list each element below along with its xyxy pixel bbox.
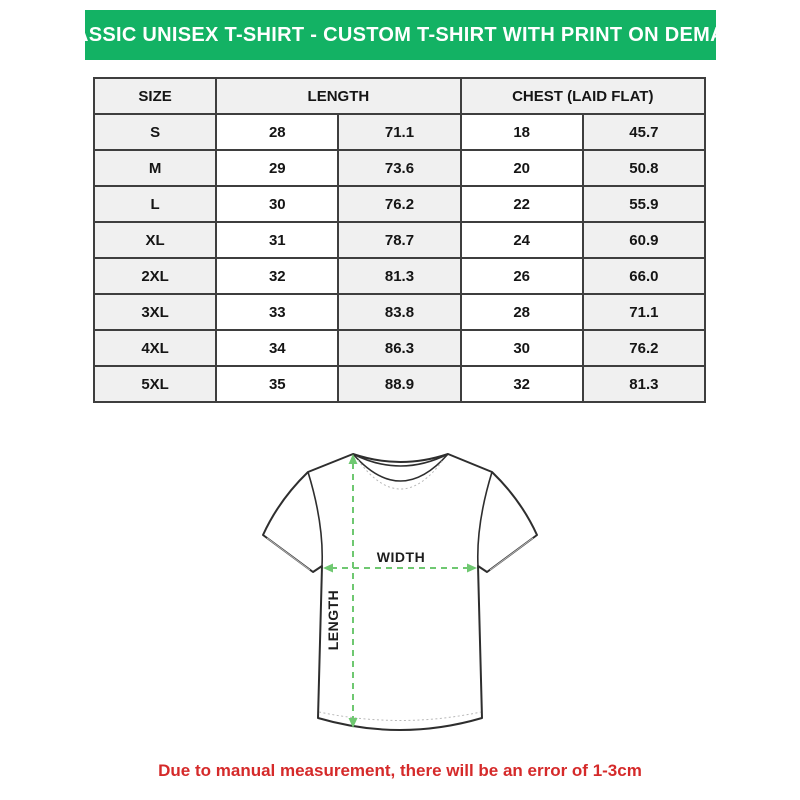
chest-in-cell: 28 xyxy=(461,294,583,330)
table-row xyxy=(94,258,705,294)
chest-in-cell: 18 xyxy=(461,114,583,150)
tshirt-diagram xyxy=(237,432,563,744)
chest-header-cell: CHEST (LAID FLAT) xyxy=(461,78,705,114)
size-header-cell: SIZE xyxy=(94,78,216,114)
length-in-cell: 35 xyxy=(216,366,338,402)
chest-in-cell: 24 xyxy=(461,222,583,258)
size-cell: 4XL xyxy=(94,330,216,366)
header-row xyxy=(94,78,705,114)
tshirt-outline xyxy=(263,454,537,730)
chest-cm-cell: 60.9 xyxy=(583,222,705,258)
table-row xyxy=(94,222,705,258)
length-in-cell: 30 xyxy=(216,186,338,222)
length-in-cell: 31 xyxy=(216,222,338,258)
chest-in-cell: 32 xyxy=(461,366,583,402)
chest-cm-cell: 45.7 xyxy=(583,114,705,150)
length-in-cell: 33 xyxy=(216,294,338,330)
chest-cm-cell: 66.0 xyxy=(583,258,705,294)
size-cell: S xyxy=(94,114,216,150)
table-row xyxy=(94,366,705,402)
length-cm-cell: 86.3 xyxy=(338,330,460,366)
chest-cm-cell: 76.2 xyxy=(583,330,705,366)
length-cm-cell: 88.9 xyxy=(338,366,460,402)
chest-cm-cell: 50.8 xyxy=(583,150,705,186)
length-cm-cell: 78.7 xyxy=(338,222,460,258)
chest-cm-cell: 55.9 xyxy=(583,186,705,222)
table-row xyxy=(94,330,705,366)
chest-cm-cell: 81.3 xyxy=(583,366,705,402)
chest-cm-cell: 71.1 xyxy=(583,294,705,330)
table-row xyxy=(94,150,705,186)
chest-in-cell: 30 xyxy=(461,330,583,366)
size-cell: L xyxy=(94,186,216,222)
length-cm-cell: 81.3 xyxy=(338,258,460,294)
length-in-cell: 29 xyxy=(216,150,338,186)
length-header-cell: LENGTH xyxy=(216,78,460,114)
length-cm-cell: 76.2 xyxy=(338,186,460,222)
length-cm-cell: 83.8 xyxy=(338,294,460,330)
width-label: WIDTH xyxy=(376,549,426,565)
length-in-cell: 28 xyxy=(216,114,338,150)
chest-in-cell: 26 xyxy=(461,258,583,294)
chest-in-cell: 20 xyxy=(461,150,583,186)
table-row xyxy=(94,186,705,222)
header-banner xyxy=(46,10,755,60)
size-cell: XL xyxy=(94,222,216,258)
length-cm-cell: 71.1 xyxy=(338,114,460,150)
length-in-cell: 34 xyxy=(216,330,338,366)
size-cell: 2XL xyxy=(94,258,216,294)
size-cell: 3XL xyxy=(94,294,216,330)
size-cell: 5XL xyxy=(94,366,216,402)
table-row xyxy=(94,294,705,330)
banner-title: CLASSIC UNISEX T-SHIRT - CUSTOM T-SHIRT WITH PRINT ON DEMAND xyxy=(46,23,755,46)
size-chart-table xyxy=(93,77,706,403)
length-in-cell: 32 xyxy=(216,258,338,294)
chest-in-cell: 22 xyxy=(461,186,583,222)
measurement-note: Due to manual measurement, there will be an error of 1-3cm xyxy=(158,761,642,780)
size-cell: M xyxy=(94,150,216,186)
table-row xyxy=(94,114,705,150)
length-cm-cell: 73.6 xyxy=(338,150,460,186)
length-label: LENGTH xyxy=(325,589,341,651)
